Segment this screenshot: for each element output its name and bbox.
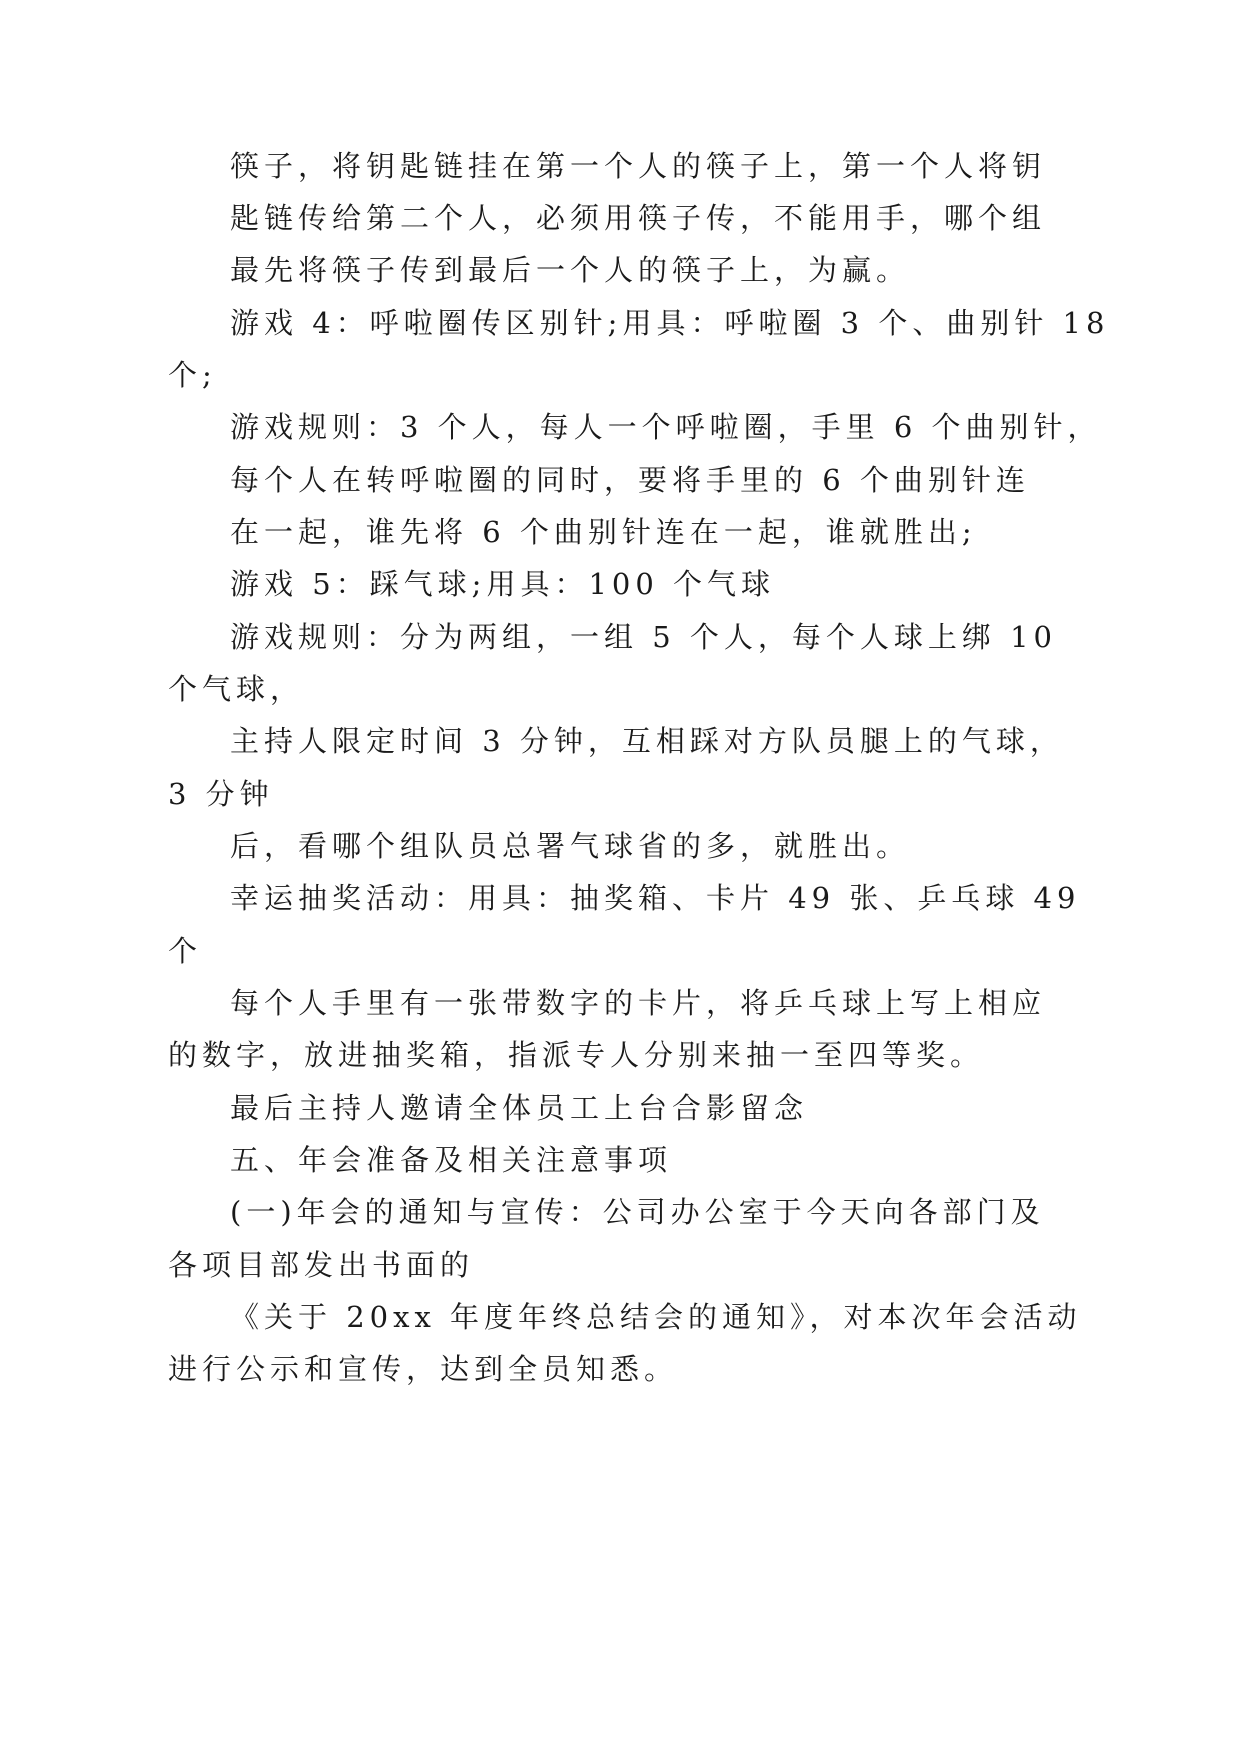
text-line: 游戏 4：呼啦圈传区别针;用具：呼啦圈 3 个、曲别针 18	[230, 306, 1110, 340]
text-line: 个	[168, 934, 203, 968]
text-line: 每个人在转呼啦圈的同时，要将手里的 6 个曲别针连	[230, 463, 1030, 497]
section-heading: 五、年会准备及相关注意事项	[230, 1143, 673, 1177]
text-line: 进行公示和宣传，达到全员知悉。	[168, 1352, 679, 1386]
text-line: 匙链传给第二个人，必须用筷子传，不能用手，哪个组	[230, 201, 1047, 235]
text-line: 最后主持人邀请全体员工上台合影留念	[230, 1091, 809, 1125]
text-line: 各项目部发出书面的	[168, 1248, 475, 1282]
text-line: 的数字，放进抽奖箱，指派专人分别来抽一至四等奖。	[168, 1038, 985, 1072]
text-line: 游戏 5：踩气球;用具：100 个气球	[230, 567, 776, 601]
text-line: 3 分钟	[168, 777, 274, 811]
text-line: 个气球，	[168, 672, 305, 706]
text-line: 在一起，谁先将 6 个曲别针连在一起，谁就胜出;	[230, 515, 977, 549]
text-line: 最先将筷子传到最后一个人的筷子上，为赢。	[230, 253, 911, 287]
text-line: (一)年会的通知与宣传：公司办公室于今天向各部门及	[230, 1195, 1045, 1229]
text-line: 每个人手里有一张带数字的卡片，将乒乓球上写上相应	[230, 986, 1047, 1020]
text-line: 筷子，将钥匙链挂在第一个人的筷子上，第一个人将钥	[230, 149, 1047, 183]
text-line: 游戏规则：3 个人，每人一个呼啦圈，手里 6 个曲别针，	[230, 410, 1102, 444]
text-line: 后，看哪个组队员总署气球省的多，就胜出。	[230, 829, 911, 863]
text-line: 《关于 20xx 年度年终总结会的通知》，对本次年会活动	[230, 1300, 1082, 1334]
text-line: 游戏规则：分为两组，一组 5 个人，每个人球上绑 10	[230, 620, 1058, 654]
text-line: 幸运抽奖活动：用具：抽奖箱、卡片 49 张、乒乓球 49	[230, 881, 1081, 915]
text-line: 主持人限定时间 3 分钟，互相踩对方队员腿上的气球，	[230, 724, 1064, 758]
text-line: 个;	[168, 358, 217, 392]
